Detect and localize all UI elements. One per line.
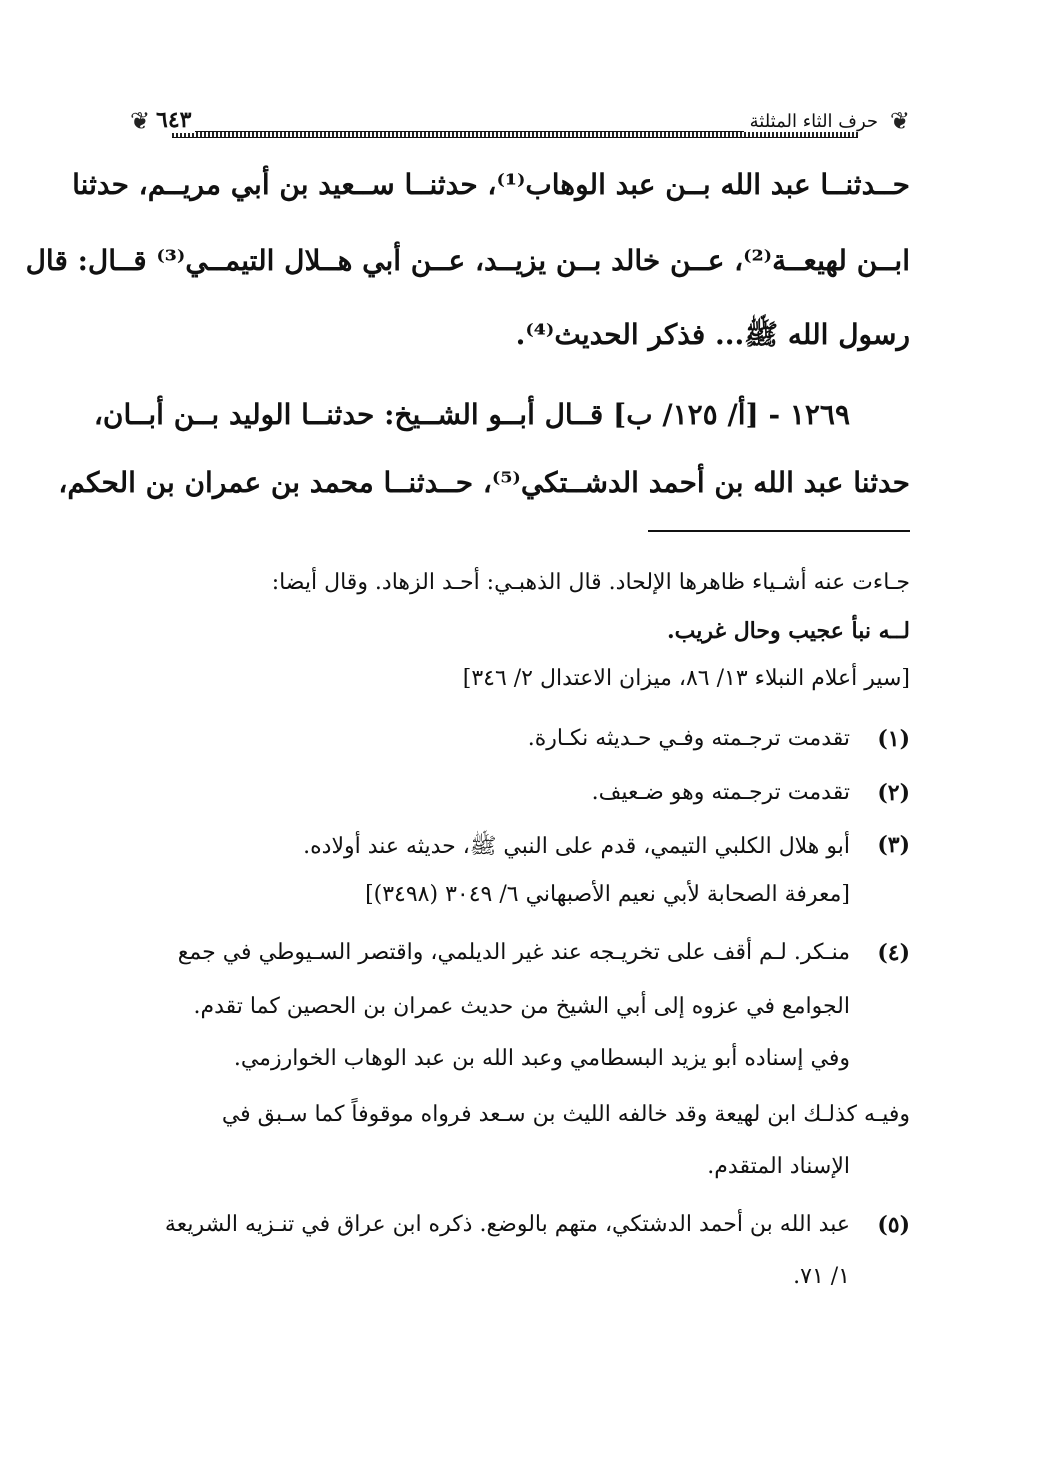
footnote-number: (٣) [877,832,910,858]
footnote-line: ١/ ٧١. [793,1264,850,1289]
footnote-separator [648,530,910,532]
main-line: حدثنا عبد الله بن أحمد الدشــتكي⁽⁵⁾، حــدثنــا محمد بن عمران بن الحكم، [58,466,910,499]
footnote-3 [128,832,910,922]
ornament-left-icon: ❦ [130,107,151,135]
page-header [130,103,910,147]
main-line: رسول الله ﷺ... فذكر الحديث⁽⁴⁾. [515,318,910,351]
footnote-line: الجوامع في عزوه إلى أبي الشيخ من حديث عمران بن الحصين كما تقدم. [193,994,850,1019]
ornament-right-icon: ❦ [889,107,910,135]
page-number: ٦٤٣ [152,107,195,133]
footnote-line: جـاءت عنه أشـياء ظاهرها الإلحاد. قال الذهبـي: أحـد الزهاد. وقال أيضا: [271,570,910,595]
header-rule [172,131,858,138]
footnote-line: [سير أعلام النبلاء ١٣/ ٨٦، ميزان الاعتدال ٢/ ٣٤٦] [462,666,910,691]
footnote-1 [128,726,910,766]
chapter-title: حرف الثاء المثلثة [744,111,884,132]
footnote-line: أبو هلال الكلبي التيمي، قدم على النبي ﷺ، حديثه عند أولاده. [303,834,850,859]
main-line: حــدثنــا عبد الله بــن عبد الوهاب⁽¹⁾، حدثنــا ســعيد بن أبي مريــم، حدثنا [72,168,910,201]
main-line: ابــن لهيعــة⁽²⁾، عــن خالد بــن يزيــد، عــن أبي هــلال التيمــي⁽³⁾ قــال: قال [25,244,910,277]
footnote-line: تقدمت ترجـمته وهو ضـعيف. [591,780,850,805]
footnote-line: [معرفة الصحابة لأبي نعيم الأصبهاني ٦/ ٣٠٤٩ (٣٤٩٨)] [365,882,850,907]
footnote-line: منـكر. لـم أقف على تخريـجه عند غير الديلمي، واقتصر السـيوطي في جمع [177,940,850,965]
footnote-line: لــه نبأ عجيب وحال غريب. [667,618,910,644]
footnote-number: (٢) [877,780,910,806]
footnote-number: (٤) [877,940,910,966]
footnote-line: وفي إسناده أبو يزيد البسطامي وعبد الله بن عبد الوهاب الخوارزمي. [233,1046,850,1071]
footnote-4 [128,940,910,1200]
footnote-number: (١) [877,726,910,752]
footnote-line: وفيـه كذلـك ابن لهيعة وقد خالفه الليث بن سـعد فرواه موقوفاً كما سـبق في [221,1102,910,1127]
main-line: ١٢٦٩ - [أ/ ١٢٥/ ب] قــال أبــو الشــيخ: حدثنــا الوليد بــن أبــان، [93,398,850,431]
footnote-2 [128,780,910,820]
footnote-line: تقدمت ترجـمته وفـي حـديثه نكـارة. [527,726,850,751]
footnote-5 [128,1212,910,1302]
footnote-continuation [128,570,910,700]
footnote-number: (٥) [877,1212,910,1238]
footnote-line: عبد الله بن أحمد الدشتكي، متهم بالوضع. ذكره ابن عراق في تنـزيه الشريعة [164,1212,850,1237]
footnote-line: الإسناد المتقدم. [707,1154,850,1179]
